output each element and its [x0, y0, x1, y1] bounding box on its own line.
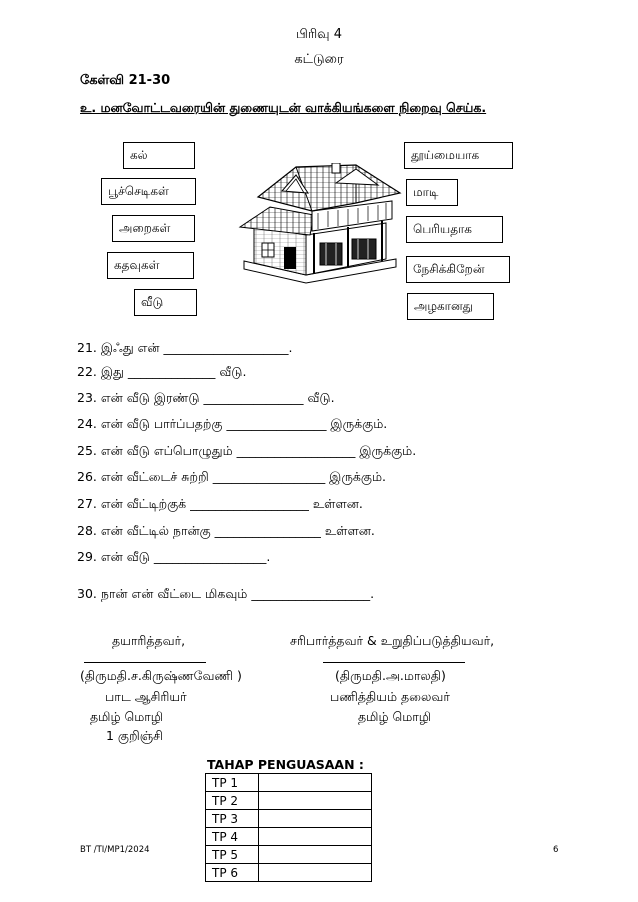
table-row	[206, 810, 372, 828]
checked-signature-line	[323, 662, 465, 663]
question-text: இது ______________ வீடு.	[100, 364, 247, 379]
question-number: 28.	[77, 523, 97, 538]
checked-role: பணித்தியம் தலைவர்	[330, 689, 450, 704]
mastery-cell[interactable]	[259, 774, 372, 792]
mastery-level: TP 1	[206, 774, 259, 792]
question-text: என் வீடு __________________.	[100, 549, 271, 564]
section-title: பிரிவு 4	[295, 27, 343, 42]
question-number: 24.	[77, 416, 97, 431]
question-28	[77, 523, 375, 540]
document-code: BT /TI/MP1/2024	[80, 845, 150, 855]
table-row	[206, 774, 372, 792]
question-21	[77, 340, 292, 357]
mastery-level: TP 5	[206, 846, 259, 864]
question-text: நான் என் வீட்டை மிகவும் ___________________.	[100, 586, 375, 601]
mastery-cell[interactable]	[259, 828, 372, 846]
question-number: 22.	[77, 364, 97, 379]
mastery-level: TP 6	[206, 864, 259, 882]
question-text: என் வீட்டில் நான்கு _________________ உள்ளன.	[100, 523, 375, 538]
checked-by-label: சரிபார்த்தவர் & உறுதிப்படுத்தியவர்,	[290, 633, 495, 648]
question-number: 23.	[77, 390, 97, 405]
instruction-text: உ. மனவோட்டவரையின் துணையுடன் வாக்கியங்களை நிறைவு செய்க.	[80, 100, 487, 115]
table-row	[206, 828, 372, 846]
question-number: 26.	[77, 469, 97, 484]
question-number: 27.	[77, 496, 97, 511]
checked-name: (திருமதி.அ.மாலதி)	[335, 668, 446, 683]
question-number: 30.	[77, 586, 97, 601]
word-box-right-4: நேசிக்கிறேன்	[406, 256, 510, 283]
question-22	[77, 364, 246, 381]
mastery-cell[interactable]	[259, 846, 372, 864]
question-text: இஃது என் ____________________.	[100, 340, 293, 355]
prepared-role: பாட ஆசிரியர்	[105, 689, 187, 704]
question-23	[77, 390, 335, 407]
question-text: என் வீடு பார்ப்பதற்கு ________________ இருக்கும்.	[100, 416, 388, 431]
mastery-title: TAHAP PENGUASAAN :	[207, 757, 364, 772]
prepared-name: (திருமதி.ச.கிருஷ்ணவேணி )	[80, 668, 242, 683]
question-text: என் வீடு எப்பொழுதும் ___________________ இருக்கும்.	[100, 443, 417, 458]
questions-range: கேள்வி 21-30	[80, 73, 171, 88]
question-number: 29.	[77, 549, 97, 564]
prepared-subject: தமிழ் மொழி	[90, 709, 164, 724]
word-box-right-2: மாடி	[406, 179, 458, 206]
mastery-level: TP 3	[206, 810, 259, 828]
table-row	[206, 864, 372, 882]
word-box-right-3: பெரியதாக	[406, 216, 503, 243]
question-24	[77, 416, 387, 433]
mastery-cell[interactable]	[259, 810, 372, 828]
word-box-right-5: அழகானது	[407, 293, 494, 320]
word-box-right-1: தூய்மையாக	[404, 142, 513, 169]
prepared-signature-line	[84, 662, 206, 663]
word-box-left-3: அறைகள்	[112, 215, 195, 242]
question-29	[77, 549, 270, 566]
question-text: என் வீட்டிற்குக் ___________________ உள்ளன.	[100, 496, 363, 511]
mastery-level: TP 2	[206, 792, 259, 810]
question-26	[77, 469, 386, 486]
word-box-left-1: கல்	[123, 142, 195, 169]
word-box-left-4: கதவுகள்	[107, 252, 194, 279]
question-27	[77, 496, 363, 513]
page-number: 6	[553, 845, 559, 855]
mastery-cell[interactable]	[259, 792, 372, 810]
question-30	[77, 586, 374, 603]
question-number: 21.	[77, 340, 97, 355]
table-row	[206, 792, 372, 810]
table-row	[206, 846, 372, 864]
essay-subtitle: கட்டுரை	[294, 52, 344, 67]
prepared-by-label: தயாரித்தவர்,	[112, 633, 186, 648]
question-number: 25.	[77, 443, 97, 458]
mastery-level: TP 4	[206, 828, 259, 846]
question-text: என் வீடு இரண்டு ________________ வீடு.	[100, 390, 335, 405]
word-box-left-2: பூச்செடிகள்	[101, 178, 196, 205]
house-illustration	[236, 163, 404, 285]
word-box-left-5: வீடு	[134, 289, 197, 316]
prepared-class: 1 குறிஞ்சி	[106, 728, 163, 743]
question-25	[77, 443, 416, 460]
mastery-cell[interactable]	[259, 864, 372, 882]
checked-subject: தமிழ் மொழி	[358, 709, 432, 724]
question-text: என் வீட்டைச் சுற்றி __________________ இருக்கும்.	[100, 469, 386, 484]
mastery-table	[205, 773, 372, 882]
